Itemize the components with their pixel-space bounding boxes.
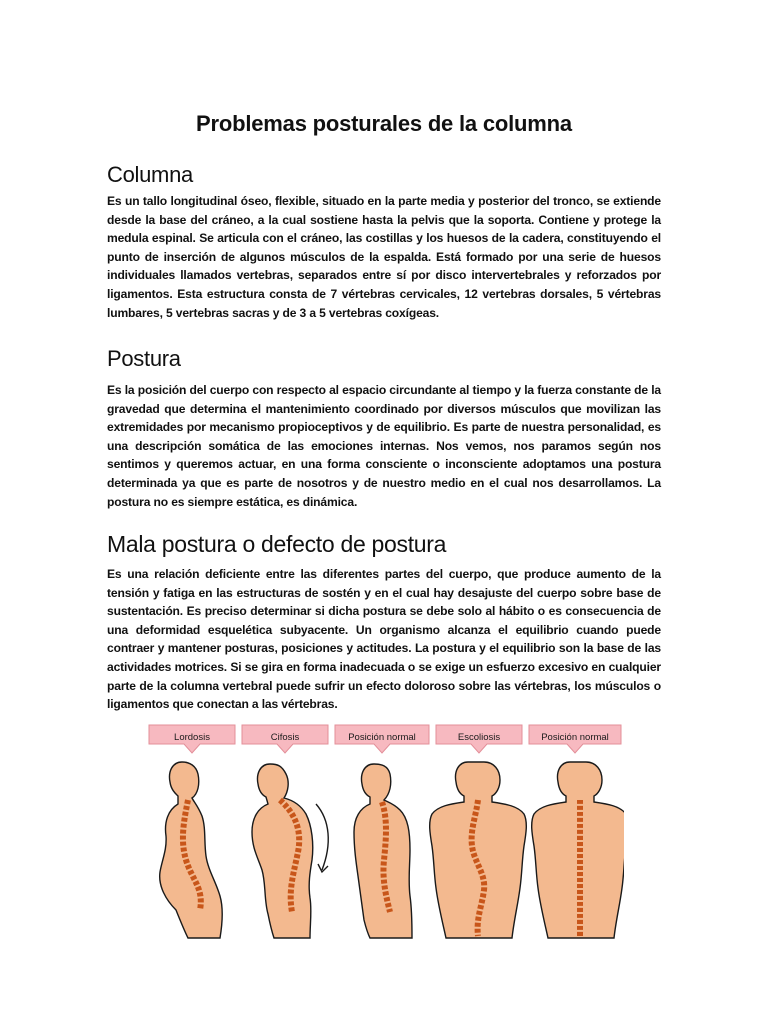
posture-label-row xyxy=(144,724,624,754)
figure-escoliosis xyxy=(430,762,527,938)
posture-illustrations xyxy=(144,760,624,940)
section-heading-mala-postura: Mala postura o defecto de postura xyxy=(107,531,447,558)
label-text-lordosis: Lordosis xyxy=(174,731,210,743)
figure-normal-side xyxy=(354,764,412,938)
section-heading-postura: Postura xyxy=(107,346,181,372)
figure-normal-back xyxy=(532,762,624,938)
label-text-cifosis: Cifosis xyxy=(270,731,300,743)
label-posicion-normal-side xyxy=(334,724,430,754)
label-posicion-normal-back xyxy=(528,724,622,754)
label-text-posicion-normal-side: Posición normal xyxy=(348,731,416,743)
label-text-escoliosis: Escoliosis xyxy=(457,731,501,743)
posture-figure xyxy=(144,724,624,944)
label-escoliosis xyxy=(435,724,523,754)
section-paragraph-postura: Es la posición del cuerpo con respecto al espacio circundante al tiempo y la fuerza constante de la gravedad que determina el mantenimiento coordinado por diversos músculos que movilizan las extremidades por mecanismo propioceptivos y de equilibrio. Es parte de nuestra personalidad, es una descripción somática de las emociones internas. Nos vemos, nos paramos según nos sentimos y queremos actuar, en una forma consciente o inconsciente adoptamos una postura determinada ya que es parte de nosotros y de nuestro medio en el cual nos desarrollamos. La postura no es siempre estática, es dinámica. xyxy=(107,383,661,509)
section-paragraph-columna: Es un tallo longitudinal óseo, flexible, situado en la parte media y posterior del tronco, se extiende desde la base del cráneo, a la cual sostiene hasta la pelvis que la soporta. Contiene y protege la medula espinal. Se articula con el cráneo, las costillas y los huesos de la cadera, constituyendo el punto de inserción de algunos músculos de la espalda. Está formado por una serie de huesos individuales llamados vertebras, separados entre sí por disco intervertebrales y reforzados por ligamentos. Esta estructura consta de 7 vértebras cervicales, 12 vertebras dorsales, 5 vértebras lumbares, 5 vertebras sacras y de 3 a 5 vertebras coxígeas. xyxy=(107,194,661,320)
figure-lordosis xyxy=(160,762,223,938)
document-title: Problemas posturales de la columna xyxy=(196,110,572,136)
label-cifosis xyxy=(241,724,329,754)
section-paragraph-mala-postura: Es una relación deficiente entre las diferentes partes del cuerpo, que produce aumento de la tensión y fatiga en las estructuras de sostén y en el cual hay desajuste del cuerpo sobre base de sustentación. Es preciso determinar si dicha postura se debe solo al hábito o es consecuencia de una deformidad esquelética subyacente. Un organismo alcanza el equilibrio cuando puede contraer y mantener posturas, posiciones y actitudes. La postura y el equilibrio son la base de las actividades motrices. Si se gira en forma inadecuada o se exige un esfuerzo excesivo en cualquier parte de la columna vertebral puede sufrir un efecto doloroso sobre las vértebras, los músculos o ligamentos que conectan a las vértebras. xyxy=(107,567,661,712)
label-text-posicion-normal-back: Posición normal xyxy=(541,731,609,743)
section-heading-columna: Columna xyxy=(107,162,193,188)
label-lordosis xyxy=(148,724,236,754)
figure-cifosis xyxy=(252,764,328,938)
